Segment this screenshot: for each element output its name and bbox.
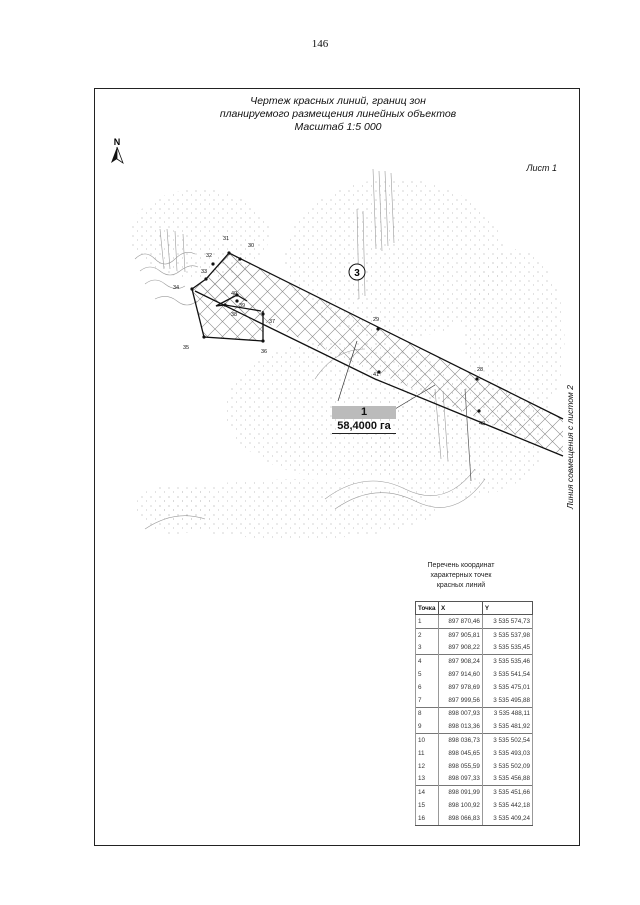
- table-row: 12 898 055,59 3 535 502,09: [416, 760, 533, 773]
- table-row: 7 897 999,56 3 535 495,88: [416, 694, 533, 707]
- point-label-34: 34: [173, 285, 180, 291]
- point-label-30: 30: [248, 243, 255, 249]
- table-row: 2 897 905,81 3 535 537,98: [416, 628, 533, 641]
- point-label-38: 38: [231, 312, 238, 318]
- coord-list-title: [401, 561, 521, 591]
- point-35: [202, 335, 205, 338]
- sheet-label: Лист 1: [526, 163, 557, 173]
- area-label: [332, 406, 396, 434]
- point-label-29: 29: [373, 317, 380, 323]
- point-33: [204, 277, 207, 280]
- table-row: 1 897 870,46 3 535 574,73: [416, 615, 533, 629]
- coordinates-table: [415, 601, 533, 826]
- north-label: N: [113, 137, 121, 147]
- table-row: 14 898 091,99 3 535 451,66: [416, 786, 533, 799]
- table-row: 16 898 066,83 3 535 409,24: [416, 812, 533, 825]
- point-label-36: 36: [261, 349, 268, 355]
- point-34: [190, 287, 193, 290]
- north-arrow-icon: [111, 137, 123, 163]
- drawing-frame: [94, 88, 580, 846]
- zone-callout-3-label: 3: [354, 268, 360, 279]
- point-label-40: 40: [231, 291, 238, 297]
- title-line-1: Чертеж красных линий, границ зон: [250, 95, 426, 107]
- point-28: [475, 377, 478, 380]
- point-label-28: 28: [477, 367, 484, 373]
- table-row: 5 897 914,60 3 535 541,54: [416, 668, 533, 681]
- point-38: [223, 303, 226, 306]
- point-42: [477, 409, 480, 412]
- point-label-31: 31: [223, 236, 230, 242]
- title-scale: Масштаб 1:5 000: [294, 121, 382, 133]
- point-32: [211, 262, 214, 265]
- point-label-41: 41: [373, 372, 380, 378]
- area-number: 1: [332, 406, 396, 419]
- point-label-32: 32: [206, 253, 213, 259]
- point-label-35: 35: [183, 345, 190, 351]
- title-line-2: планируемого размещения линейных объектов: [219, 108, 457, 120]
- point-31: [227, 251, 230, 254]
- point-label-42: 42: [479, 421, 486, 427]
- table-row: 8 898 007,93 3 535 488,11: [416, 707, 533, 720]
- area-value: 58,4000 га: [332, 419, 396, 434]
- table-row: 11 898 045,65 3 535 493,03: [416, 747, 533, 760]
- col-header-x: X: [439, 602, 483, 615]
- point-30: [238, 257, 241, 260]
- list-title-2: характерных точек: [430, 572, 492, 579]
- col-header-point: Точка: [416, 602, 439, 615]
- table-row: 10 898 036,73 3 535 502,54: [416, 734, 533, 747]
- page-number: 146: [311, 38, 329, 50]
- point-36: [261, 339, 264, 342]
- point-29: [376, 327, 379, 330]
- table-row: 9 898 013,36 3 535 481,92: [416, 720, 533, 733]
- point-label-37: 37: [269, 319, 276, 325]
- match-line-caption: Линия совмещения с листом 2: [565, 385, 575, 509]
- point-label-39: 39: [239, 303, 246, 309]
- list-title-3: красных линий: [436, 582, 486, 589]
- table-row: 3 897 908,22 3 535 535,45: [416, 642, 533, 655]
- point-37: [261, 312, 264, 315]
- table-row: 6 897 978,69 3 535 475,01: [416, 681, 533, 694]
- list-title-1: Перечень координат: [427, 562, 495, 569]
- table-row: 4 897 908,24 3 535 535,46: [416, 655, 533, 668]
- point-label-33: 33: [201, 269, 208, 275]
- table-row: 13 898 097,33 3 535 456,88: [416, 773, 533, 786]
- zone-callout-3: [349, 264, 365, 280]
- col-header-y: Y: [482, 602, 532, 615]
- table-row: 15 898 100,92 3 535 442,18: [416, 799, 533, 812]
